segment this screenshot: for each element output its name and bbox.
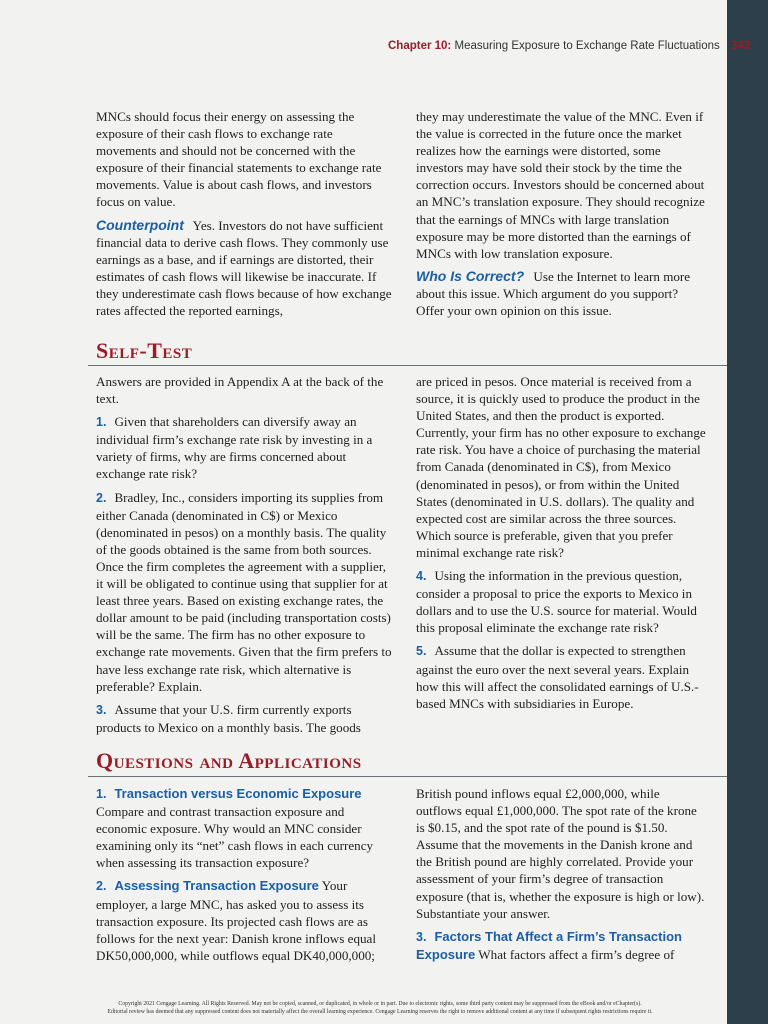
question-title: Factors That Affect a Firm’s Transaction Exposure	[416, 928, 682, 962]
self-test-column-left	[96, 373, 396, 742]
who-is-correct-text: Use the Internet to learn more about this issue. Which argument do you support? Offer your own opinion on this issue.	[416, 268, 691, 319]
copyright-line-1: Copyright 2021 Cengage Learning. All Rights Reserved. May not be copied, scanned, or duplicated, in whole or in part. Due to electronic rights, some third party content may be suppressed from the eBook and/or eChapter(s).	[118, 1001, 642, 1007]
question-number: 5.	[416, 644, 427, 659]
page-number: 343	[730, 40, 751, 52]
question-text: What factors affect a firm’s degree of	[478, 946, 675, 962]
self-test-question-3-continued: are priced in pesos. Once material is received from a source, it is quickly used to produce the product in the United States, and then the product is exported. Currently, your firm has no other exposure to exchange rate risk. You have a choice of purchasing the material from Canada (denominated in C$), from Mexico (denominated in pesos), or from within the United States (denominated in U.S. dollars). The quality and expected cost are similar across the three sources. Which source is preferable, given that you prefer minimal exchange rate risk?	[416, 374, 706, 560]
question-title: Assessing Transaction Exposure	[114, 878, 319, 894]
question-number: 1.	[96, 787, 107, 801]
qa-column-right	[416, 785, 706, 969]
questions-applications-rule	[88, 776, 727, 777]
counterpoint-paragraph	[96, 217, 396, 320]
point-column-right	[416, 108, 706, 325]
question-number: 4.	[416, 569, 427, 584]
point-column-left	[96, 108, 396, 325]
self-test-heading: Self-Test	[96, 338, 193, 363]
question-text: Using the information in the previous question, consider a proposal to price the exports to Mexico in dollars and to use the U.S. source for material. Would this proposal eliminate the exchange rate risk?	[416, 568, 697, 636]
question-number: 3.	[416, 929, 427, 944]
questions-applications-heading: Questions and Applications	[96, 748, 362, 773]
question-text: Given that shareholders can diversify away an individual firm’s exchange rate risk by investing in a variety of firms, why are firms concerned about exchange rate risk?	[96, 414, 373, 482]
who-is-correct-paragraph	[416, 268, 706, 319]
question-number: 2.	[96, 490, 107, 505]
page-edge-bar	[727, 0, 768, 1024]
chapter-title: Measuring Exposure to Exchange Rate Fluctuations	[454, 40, 720, 52]
qa-question-3	[416, 928, 706, 963]
question-number: 3.	[96, 702, 107, 717]
chapter-label: Chapter 10:	[388, 40, 452, 52]
self-test-column-right	[416, 373, 706, 718]
question-title: Transaction versus Economic Exposure	[114, 786, 362, 801]
self-test-question-4	[416, 567, 706, 636]
self-test-intro: Answers are provided in Appendix A at the back of the text.	[96, 374, 384, 407]
self-test-question-1	[96, 413, 396, 482]
qa-question-1	[96, 785, 396, 871]
self-test-question-2	[96, 489, 396, 695]
question-number: 1.	[96, 415, 107, 430]
qa-question-2-continued: British pound inflows equal £2,000,000, while outflows equal £1,000,000. The spot rate of the krone is $0.15, and the spot rate of the pound is $1.50. Assume that the movements in the Danish krone and the British pound are highly correlated. Provide your assessment of your firm’s degree of transaction exposure (that is, whether the exposure is high or low). Substantiate your answer.	[416, 786, 705, 921]
point-continued-paragraph: they may underestimate the value of the MNC. Even if the value is corrected in the future once the market realizes how the earnings were distorted, some investors may have sold their stock by the time the correction occurs. Investors should be concerned about an MNC’s translation exposure. They should recognize that the earnings of MNCs with large translation exposure may be more distorted than the earnings of MNCs with low translation exposure.	[416, 109, 705, 261]
self-test-question-5	[416, 642, 706, 711]
copyright-line-2: Editorial review has deemed that any suppressed content does not materially affect the overall learning experience. Cengage Learning reserves the right to remove additional content at any time if subsequent rights restrictions require it.	[107, 1009, 653, 1015]
question-text: Assume that the dollar is expected to strengthen against the euro over the next several years. Explain how this will affect the consolidated earnings of U.S.-based MNCs with subsidiaries in Europe.	[416, 643, 699, 711]
question-text: Assume that your U.S. firm currently exports products to Mexico on a monthly basis. The goods	[96, 701, 361, 735]
self-test-question-3	[96, 701, 396, 736]
self-test-rule	[88, 365, 727, 366]
question-text: Your employer, a large MNC, has asked you to assess its transaction exposure. Its projected cash flows are as follows for the next year: Danish krone inflows equal DK50,000,000, while outflows equal DK40,000,000;	[96, 878, 376, 963]
qa-question-2	[96, 877, 396, 963]
question-number: 2.	[96, 879, 107, 894]
question-text: Compare and contrast transaction exposure and economic exposure. Why would an MNC consider examining only its “net” cash flows in each currency when assessing its transaction exposure?	[96, 804, 374, 871]
counterpoint-text: Yes. Investors do not have sufficient financial data to derive cash flows. They commonly use earnings as a base, and if earnings are distorted, their estimates of cash flows will likewise be inaccurate. If they underestimate cash flows because of how exchange rates affected the reported earnings,	[96, 217, 392, 319]
qa-column-left	[96, 785, 396, 970]
question-text: Bradley, Inc., considers importing its supplies from either Canada (denominated in C$) or Mexico (denominated in pesos) on a monthly basis. The quality of the goods obtained is the same from both sources. Once the firm completes the agreement with a supplier, it will be obligated to continue using that supplier for at least three years. Based on existing exchange rates, the dollar amount to be paid (including transportation costs) will be the same. The firm has no other exposure to exchange rate movements. Given that the firm prefers to have less exchange rate risk, which alternative is preferable? Explain.	[96, 489, 392, 694]
point-paragraph: MNCs should focus their energy on assessing the exposure of their cash flows to exchange rate movements and should not be concerned with the exposure of their financial statements to exchange rate movements. Value is about cash flows, and investors focus on value.	[96, 109, 382, 210]
copyright-footer	[40, 1000, 720, 1016]
counterpoint-label: Counterpoint	[96, 216, 184, 233]
who-is-correct-label: Who Is Correct?	[416, 267, 525, 284]
running-header	[388, 40, 751, 52]
